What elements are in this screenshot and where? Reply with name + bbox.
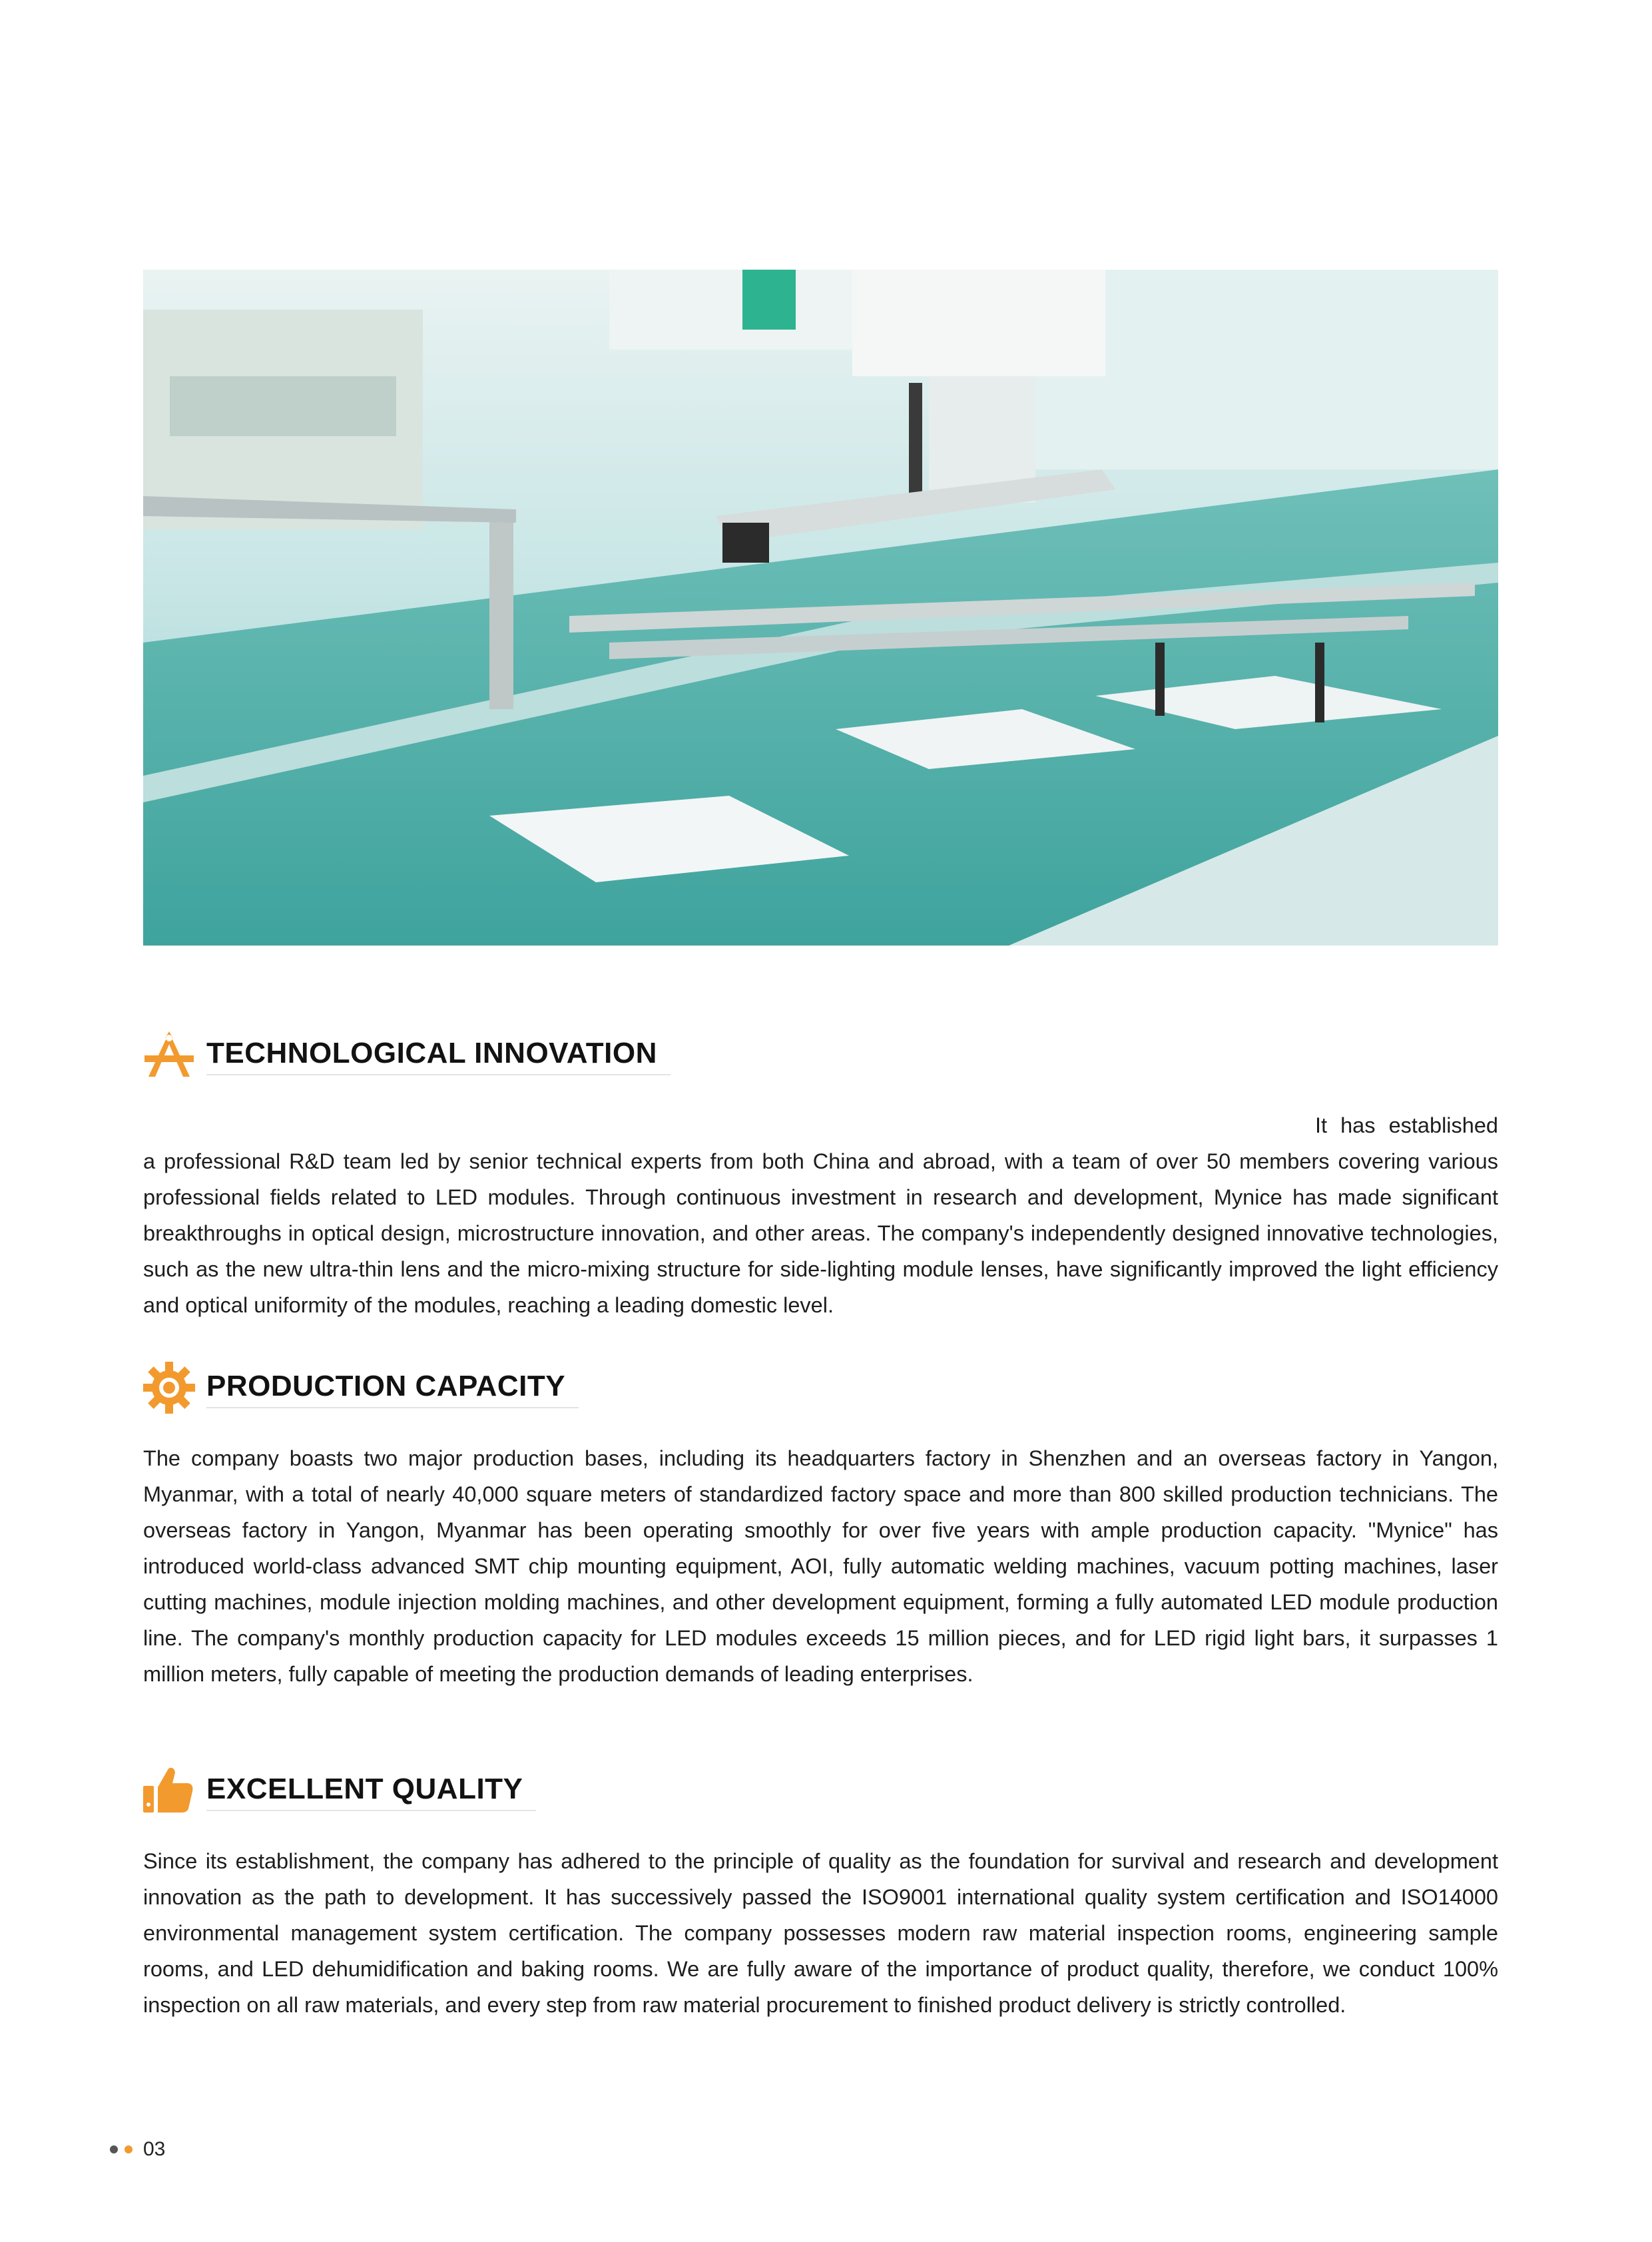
footer-dot-dark: [110, 2145, 118, 2153]
thumbs-up-icon: [143, 1765, 195, 1817]
section-body: The company boasts two major production bases, including its headquarters factory in Shenzhen and an overseas factory in Yangon, Myanmar, with a total of nearly 40,000 square meters of standardized factory space and more than 800 skilled production technicians. The overseas factory in Yangon, Myanmar has been operating smoothly for over five years with ample production capacity. "Mynice" has introduced world-class advanced SMT chip mounting equipment, AOI, fully automatic welding machines, vacuum potting machines, laser cutting machines, module injection molding machines, and other development equipment, forming a fully automated LED module production line. The company's monthly production capacity for LED modules exceeds 15 million pieces, and for LED rigid light bars, it surpasses 1 million meters, fully capable of meeting the production demands of leading enterprises.: [143, 1446, 1498, 1686]
section-production-capacity: [143, 1362, 1498, 1692]
section-title: PRODUCTION CAPACITY: [206, 1370, 579, 1408]
page-footer: [110, 2137, 165, 2161]
section-header: [143, 1362, 1498, 1415]
section-technological-innovation: [143, 1029, 1498, 1323]
section-excellent-quality: [143, 1765, 1498, 2023]
section-title: TECHNOLOGICAL INNOVATION: [206, 1037, 671, 1075]
gear-icon: [143, 1362, 195, 1414]
section-body: Since its establishment, the company has adhered to the principle of quality as the foundation for survival and research and development innovation as the path to development. It has successively passed the ISO9001 international quality system certification and ISO14000 environmental management system certification. The company possesses modern raw material inspection rooms, engineering sample rooms, and LED dehumidification and baking rooms. We are fully aware of the importance of product quality, therefore, we conduct 100% inspection on all raw materials, and every step from raw material procurement to finished product delivery is strictly controlled.: [143, 1849, 1498, 2017]
footer-dot-orange: [125, 2145, 133, 2153]
section-header: [143, 1029, 1498, 1082]
section-body: It has established a professional R&D team led by senior technical experts from both China and abroad, with a team of over 50 members covering various professional fields related to LED modules. Through continuous investment in research and development, Mynice has made significant breakthroughs in optical design, microstructure innovation, and other areas. The company's independently designed innovative technologies, such as the new ultra-thin lens and the micro-mixing structure for side-lighting module lenses, have significantly improved the light efficiency and optical uniformity of the modules, reaching a leading domestic level.: [143, 1113, 1498, 1317]
section-header: [143, 1765, 1498, 1818]
section-title: EXCELLENT QUALITY: [206, 1773, 536, 1811]
factory-automation-photo: [143, 270, 1498, 946]
drafting-compass-icon: [143, 1029, 195, 1081]
page-number: 03: [143, 2138, 166, 2160]
